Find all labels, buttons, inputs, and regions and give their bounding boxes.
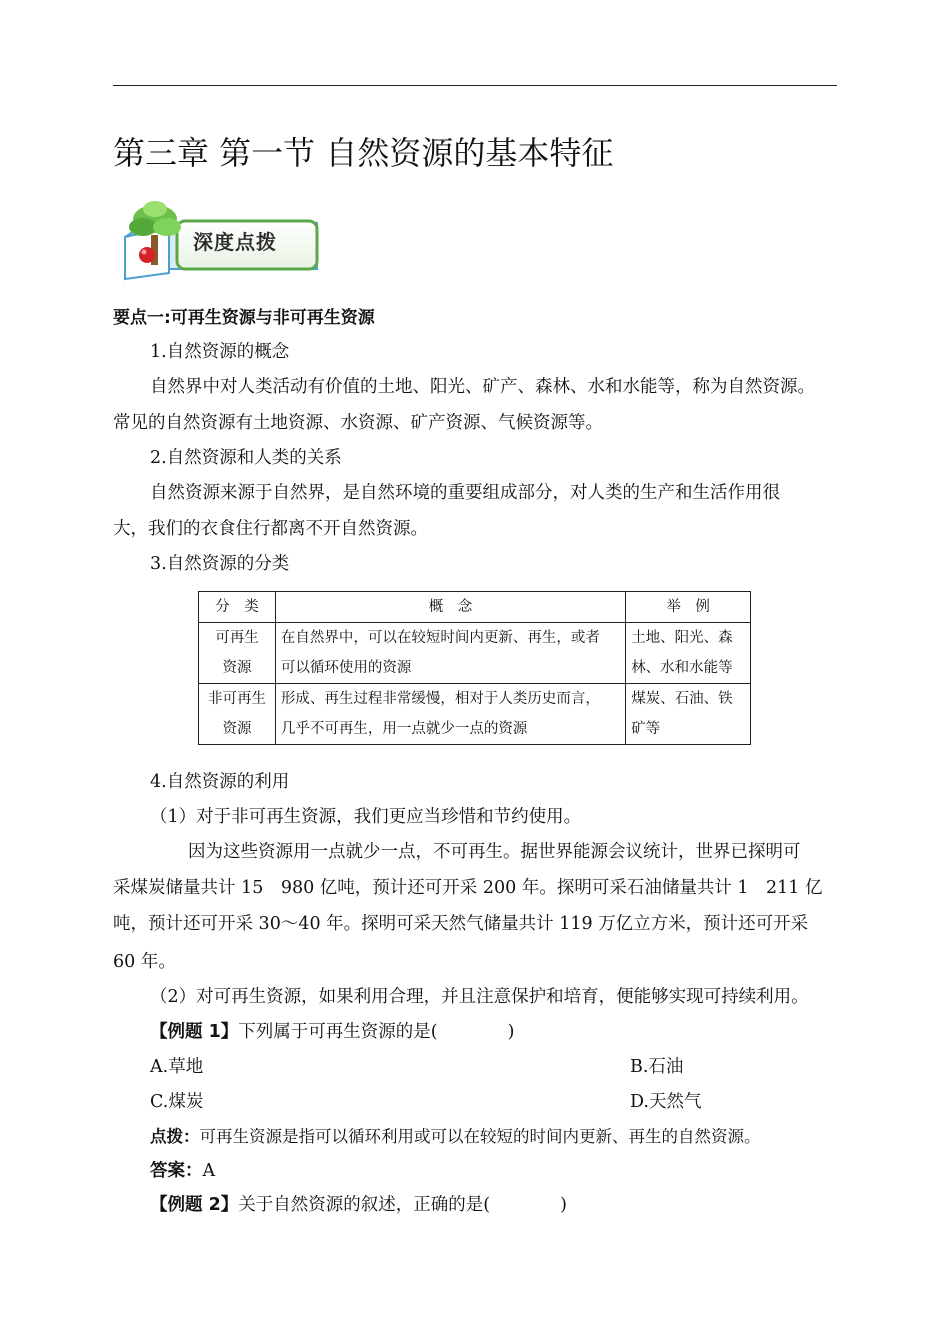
- subsection-title-2: 2.自然资源和人类的关系: [150, 448, 342, 468]
- cell-line: 在自然界中，可以在较短时间内更新、再生，或者: [280, 630, 600, 646]
- cell-line: 林、水和水能等: [631, 660, 733, 676]
- option-b: B.石油: [630, 1057, 684, 1077]
- list-item: （1）对于非可再生资源，我们更应当珍惜和节约使用。: [150, 807, 582, 827]
- cell-line: 煤炭、石油、铁: [631, 691, 733, 707]
- cell-line: 可以循环使用的资源: [280, 660, 412, 676]
- paragraph-line: 常见的自然资源有土地资源、水资源、矿产资源、气候资源等。: [113, 413, 603, 433]
- header-cell: 举 例: [626, 592, 751, 623]
- table-row: [199, 623, 751, 684]
- paragraph-line: 自然资源来源于自然界，是自然环境的重要组成部分，对人类的生产和生活作用很: [150, 483, 780, 503]
- section-heading: 要点一:可再生资源与非可再生资源: [113, 308, 375, 328]
- option-c: C.煤炭: [150, 1092, 204, 1112]
- question-text: 关于自然资源的叙述，正确的是( ): [238, 1195, 567, 1215]
- header-cell: 分 类: [199, 592, 276, 623]
- example-question: [150, 1024, 514, 1042]
- example-tag: 【例题 2】: [150, 1195, 239, 1215]
- cell-line: 土地、阳光、森: [631, 630, 733, 646]
- paragraph-line: 因为这些资源用一点就少一点，不可再生。据世界能源会议统计，世界已探明可: [188, 842, 801, 862]
- hint: [150, 1129, 761, 1146]
- paragraph-line: 自然界中对人类活动有价值的土地、阳光、矿产、森林、水和水能等，称为自然资源。: [150, 377, 815, 397]
- page-title: 第三章 第一节 自然资源的基本特征: [113, 134, 614, 172]
- resource-classification-table: [198, 591, 751, 745]
- header-cell: 概 念: [275, 592, 625, 623]
- badge-label: 深度点拨: [193, 230, 277, 254]
- paragraph-line: 大，我们的衣食住行都离不开自然资源。: [113, 519, 428, 539]
- example-question: [150, 1197, 567, 1215]
- answer: [150, 1163, 215, 1181]
- cell-line: 矿等: [631, 721, 661, 737]
- type-cell: [199, 623, 276, 684]
- cell-line: 资源: [222, 721, 252, 737]
- subsection-title-4: 4.自然资源的利用: [150, 772, 290, 792]
- example-tag: 【例题 1】: [150, 1022, 239, 1042]
- section-badge: [117, 197, 322, 283]
- option-a: A.草地: [150, 1057, 204, 1077]
- example-cell: [626, 623, 751, 684]
- hint-label: 点拨：: [150, 1127, 200, 1146]
- list-item: （2）对可再生资源，如果利用合理，并且注意保护和培育，便能够实现可持续利用。: [150, 987, 809, 1007]
- cell-line: 非可再生: [207, 691, 266, 707]
- table-header-row: [199, 592, 751, 623]
- cell-line: 形成、再生过程非常缓慢，相对于人类历史而言，: [280, 691, 600, 707]
- cell-line: 几乎不可再生，用一点就少一点的资源: [280, 721, 528, 737]
- paragraph-line: 60 年。: [113, 952, 176, 972]
- subsection-title-3: 3.自然资源的分类: [150, 554, 290, 574]
- header-rule: [113, 85, 837, 86]
- cell-line: 资源: [222, 660, 252, 676]
- answer-value: A: [202, 1161, 216, 1181]
- concept-cell: [275, 684, 625, 745]
- example-cell: [626, 684, 751, 745]
- hint-text: 可再生资源是指可以循环利用或可以在较短的时间内更新、再生的自然资源。: [199, 1127, 761, 1146]
- type-cell: [199, 684, 276, 745]
- subsection-title-1: 1.自然资源的概念: [150, 342, 290, 362]
- cell-line: 可再生: [215, 630, 259, 646]
- paragraph-line: 采煤炭储量共计 15 980 亿吨，预计还可开采 200 年。探明可采石油储量共计 1 211 亿: [113, 878, 823, 898]
- answer-label: 答案：: [150, 1161, 203, 1181]
- question-text: 下列属于可再生资源的是( ): [238, 1022, 515, 1042]
- table-row: [199, 684, 751, 745]
- concept-cell: [275, 623, 625, 684]
- option-d: D.天然气: [630, 1092, 702, 1112]
- paragraph-line: 吨，预计还可开采 30～40 年。探明可采天然气储量共计 119 万亿立方米，预计还可开采: [113, 914, 809, 934]
